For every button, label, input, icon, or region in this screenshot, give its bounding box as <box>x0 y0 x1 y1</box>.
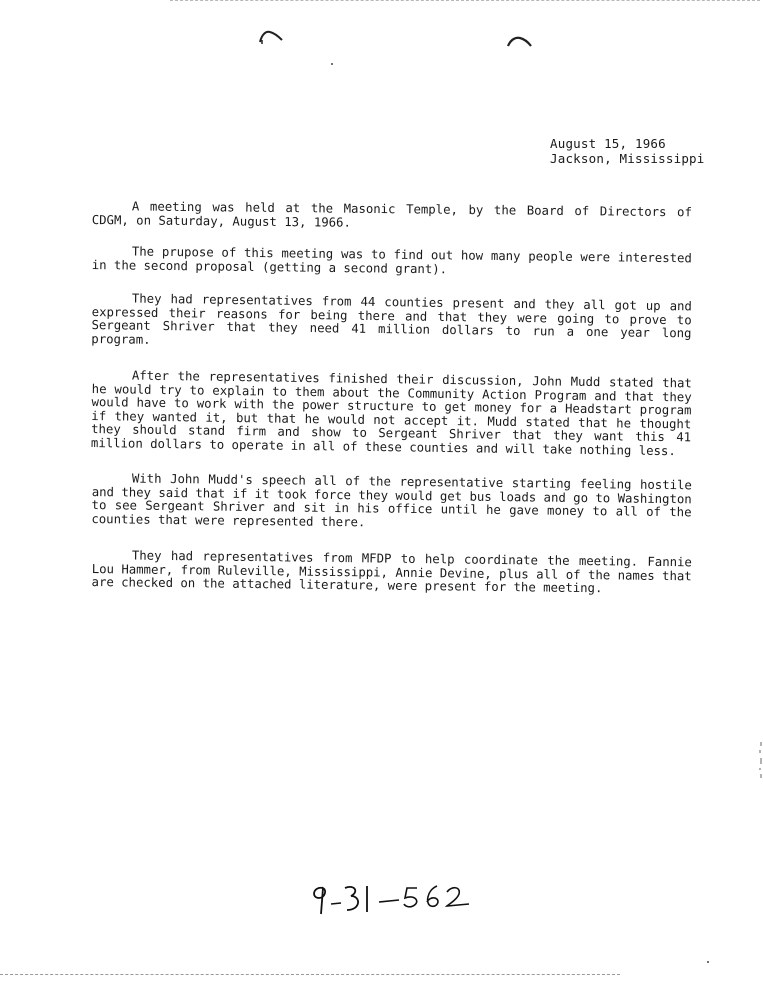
scan-edge-marks <box>758 740 763 780</box>
scan-dot <box>330 62 334 66</box>
scan-bottom-edge <box>0 974 620 976</box>
dateline <box>550 136 705 166</box>
paragraph-3: They had representatives from 44 counties present and they all got up and expressed their reasons for being there and that they were going to prove to Sergeant Shriver that they need 41 million dollars to run a one year long program. <box>91 291 692 347</box>
date: August 15, 1966 <box>550 136 666 151</box>
place: Jackson, Mississippi <box>550 151 705 166</box>
paragraph-5: With John Mudd's speech all of the representative starting feeling hostile and they said that if it took force they would get bus loads and go to Washington to see Sergeant Shriver and sit in his office until he gave money to all of the counties that were represented there. <box>91 471 692 530</box>
scan-dot-bottom <box>706 960 710 964</box>
scan-mark-right <box>506 34 532 48</box>
paragraph-6: They had representatives from MFDP to help coordinate the meeting. Fannie Lou Hammer, from Ruleville, Mississippi, Annie Devine, plus all of the names that are checked on the attached literature, were present for the meeting. <box>91 548 692 596</box>
paragraph-4: After the representatives finished their discussion, John Mudd stated that he would try to explain to them about the Community Action Program and that they would have to work with the power structure to get money for a Headstart program if they wanted it, but that he would not accept it. Mudd stated that he thought they should stand firm and show to Sergeant Shriver that they want this 41 million dollars to operate in all of these counties and will take nothing less. <box>90 368 692 458</box>
letter-body <box>92 200 692 607</box>
scan-mark-left <box>258 28 284 44</box>
scan-top-edge <box>170 0 760 3</box>
paragraph-2: The prupose of this meeting was to find out how many people were interested in the second proposal (getting a second grant). <box>91 244 692 277</box>
handwritten-file-number <box>305 880 485 920</box>
paragraph-1: A meeting was held at the Masonic Temple, by the Board of Directors of CDGM, on Saturday, August 13, 1966. <box>91 199 692 230</box>
